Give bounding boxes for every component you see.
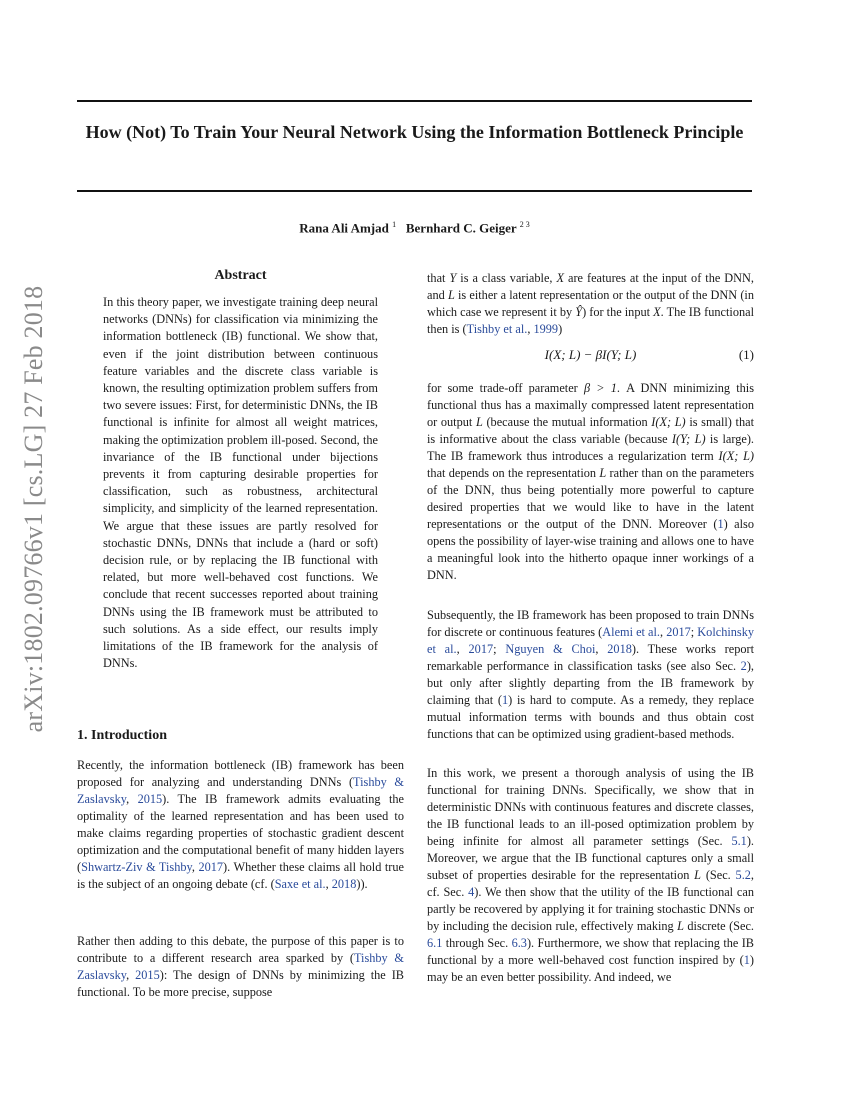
citation-year-link[interactable]: 2018 [331, 877, 357, 891]
text-run: , [325, 877, 332, 891]
citation-link[interactable]: Shwartz-Ziv & Tishby [81, 860, 192, 874]
text-run: In this work, we present a thorough analysis of using the IB functional for training DNNs. Specifically, we show that in deterministic DNNs with continuous features and discrete classes, the IB functional leads to an ill-posed optimization problem by being infinite for almost all parameter settings (Sec. [427, 766, 754, 848]
citation-link[interactable]: Tishby & Zaslavsky [77, 951, 404, 982]
text-run: ) for the input [582, 305, 654, 319]
math-symbol: L [677, 919, 684, 933]
text-run: (Sec. [701, 868, 736, 882]
text-run: is large). The IB framework thus introduces a regularization term [427, 432, 754, 463]
text-run: rather than on the parameters of the DNN, thus being potentially more powerful to capture desired properties that we would like to have in the latent representations or the output of the DNN. Moreover ( [427, 466, 754, 531]
text-run: that [427, 271, 450, 285]
citation-link[interactable]: Saxe et al. [274, 877, 326, 891]
text-run: , [660, 625, 667, 639]
section-reference-link[interactable]: 6.3 [511, 936, 527, 950]
math-symbol: Ŷ [575, 305, 583, 319]
text-run: , [126, 968, 136, 982]
text-run: (because the mutual information [482, 415, 652, 429]
intro-paragraph-1 [77, 757, 404, 893]
author-name: Rana Ali Amjad [299, 220, 389, 236]
text-run: ). Whether these claims all hold true is the subject of an ongoing debate (cf. ( [77, 860, 404, 891]
text-run: , [527, 322, 534, 336]
text-run: , [191, 860, 199, 874]
math-symbol: X [556, 271, 564, 285]
math-symbol: I(X; L) [651, 415, 686, 429]
citation-link[interactable]: Alemi et al. [602, 625, 661, 639]
citation-link[interactable]: Nguyen & Choi [505, 642, 596, 656]
math-symbol: L [475, 415, 483, 429]
author-affiliation: 1 [392, 220, 397, 229]
text-run: Recently, the information bottleneck (IB) framework has been proposed for analyzing and understanding DNNs ( [77, 758, 404, 789]
citation-year-link[interactable]: 1999 [533, 322, 559, 336]
text-run: ). Moreover, we argue that the IB functional captures only a small subset of properties desirable for the representation [427, 834, 754, 882]
text-run: discrete (Sec. [683, 919, 754, 933]
math-symbol: β > 1 [583, 381, 617, 395]
math-symbol: L [447, 288, 455, 302]
paper-title: How (Not) To Train Your Neural Network Using the Information Bottleneck Principle [85, 122, 744, 142]
citation-year-link[interactable]: 2015 [135, 968, 160, 982]
math-symbol: Y [449, 271, 457, 285]
math-symbol: L [694, 868, 702, 882]
text-run: ): The design of DNNs by minimizing the IB functional. To be more precise, suppose [77, 968, 405, 999]
author-list [77, 220, 752, 236]
right-paragraph-2 [427, 380, 754, 584]
text-run: is either a latent representation or the output of the DNN (in which case we represent it by [427, 288, 754, 319]
text-run: ) is hard to compute. As a remedy, they replace mutual information terms with bounds and thus obtain cost functions that can be optimized using gradient-based methods. [427, 693, 754, 741]
equation-reference-link[interactable]: 1 [502, 693, 509, 707]
section-heading-introduction: 1. Introduction [77, 728, 167, 743]
text-run: are features at the input of the DNN, and [427, 271, 755, 302]
section-reference-link[interactable]: 4 [468, 885, 475, 899]
text-run: ; [493, 642, 506, 656]
text-run: )). [356, 877, 368, 891]
citation-link[interactable]: Tishby & Zaslavsky [77, 775, 404, 806]
text-run: that depends on the representation [427, 466, 600, 480]
math-symbol: I(Y; L) [671, 432, 706, 446]
equation-reference-link[interactable]: 1 [717, 517, 724, 531]
text-run: ). We then show that the utility of the IB functional can partly be recovered by applying it for training stochastic DNNs or by including the decision rule, effectively making [427, 885, 754, 933]
text-run: ) may be an even better possibility. And indeed, we [427, 953, 754, 984]
citation-year-link[interactable]: 2017 [468, 642, 494, 656]
text-run: is a class variable, [456, 271, 557, 285]
text-run: is small) that is informative about the class variable (because [427, 415, 754, 446]
text-run: , cf. Sec. [427, 868, 754, 899]
text-run: Subsequently, the IB framework has been proposed to train DNNs for discrete or continuous features ( [427, 608, 754, 639]
math-symbol: I(X; L) [718, 449, 754, 463]
abstract-text: In this theory paper, we investigate training deep neural networks (DNNs) for classification via minimizing the information bottleneck (IB) functional. We show that, even if the joint distribution between continuous feature variables and the discrete class variable is known, the resulting optimization problem suffers from two severe issues: First, for deterministic DNNs, the IB functional is infinite for almost all weight matrices, making the optimization problem ill-posed. Second, the invariance of the IB functional under bijections prevents it from capturing desirable properties for classification, such as robustness, architectural simplicity, and simplicity of the learned representation. We argue that these issues are partly resolved for stochastic DNNs, DNNs that include a (hard or soft) decision rule, or by replacing the IB functional with related, but more well-behaved cost functions. We conclude that recent successes reported about training DNNs using the IB framework must be attributed to such solutions. As a side effect, our results imply limitations of the IB framework for the analysis of DNNs. [103, 295, 378, 671]
citation-year-link[interactable]: 2017 [198, 860, 224, 874]
equation-number: (1) [738, 347, 754, 362]
text-run: ) also opens the possibility of layer-wise training and allows one to have a meaningful look into the hitherto opaque inner workings of a DNN. [427, 517, 754, 582]
citation-year-link[interactable]: 2018 [607, 642, 632, 656]
text-run: ). The IB framework admits evaluating the optimality of the learned representation and has been used to make claims regarding properties of stochastic gradient descent optimization and the computational benefit of many hidden layers ( [77, 792, 404, 874]
text-run: . The IB functional then is ( [427, 305, 754, 336]
citation-year-link[interactable]: 2017 [666, 625, 691, 639]
text-run: ), but only after slightly departing from the IB framework by claiming that ( [427, 659, 754, 707]
text-run: , [595, 642, 608, 656]
equation-expression: I(X; L) − βI(Y; L) [544, 347, 637, 362]
intro-paragraph-2 [77, 933, 404, 1001]
text-run: . A DNN minimizing this functional thus has a maximally compressed latent representation or output [427, 381, 754, 429]
citation-year-link[interactable]: 2015 [137, 792, 163, 806]
right-paragraph-3 [427, 607, 754, 743]
title-rule-bottom [77, 190, 752, 192]
text-run: ). These works report remarkable performance in classification tasks (see also Sec. [427, 642, 755, 673]
right-paragraph-4 [427, 765, 754, 986]
text-run: ) [558, 322, 563, 336]
text-run: , [456, 642, 469, 656]
arxiv-identifier: arXiv:1802.09766v1 [cs.LG] 27 Feb 2018 [19, 285, 48, 733]
section-reference-link[interactable]: 6.1 [427, 936, 443, 950]
author-affiliation: 2 3 [519, 220, 530, 229]
section-reference-link[interactable]: 5.2 [735, 868, 751, 882]
right-paragraph-1 [427, 270, 754, 338]
section-reference-link[interactable]: 5.1 [731, 834, 747, 848]
author-name: Bernhard C. Geiger [405, 220, 517, 236]
abstract-heading: Abstract [214, 268, 267, 283]
text-run: for some trade-off parameter [427, 381, 584, 395]
text-run: Rather then adding to this debate, the purpose of this paper is to contribute to a different research area sparked by ( [77, 934, 404, 965]
equation-reference-link[interactable]: 1 [743, 953, 750, 967]
citation-link[interactable]: Tishby et al. [466, 322, 528, 336]
citation-link[interactable]: Kolchinsky et al. [427, 625, 754, 656]
title-rule-top [77, 100, 752, 102]
section-reference-link[interactable]: 2 [740, 659, 747, 673]
text-run: ). Furthermore, we show that replacing the IB functional by a more well-behaved cost function inspired by ( [427, 936, 754, 967]
math-symbol: L [599, 466, 607, 480]
text-run: , [126, 792, 138, 806]
text-run: ; [690, 625, 698, 639]
text-run: through Sec. [442, 936, 512, 950]
math-symbol: X [653, 305, 661, 319]
